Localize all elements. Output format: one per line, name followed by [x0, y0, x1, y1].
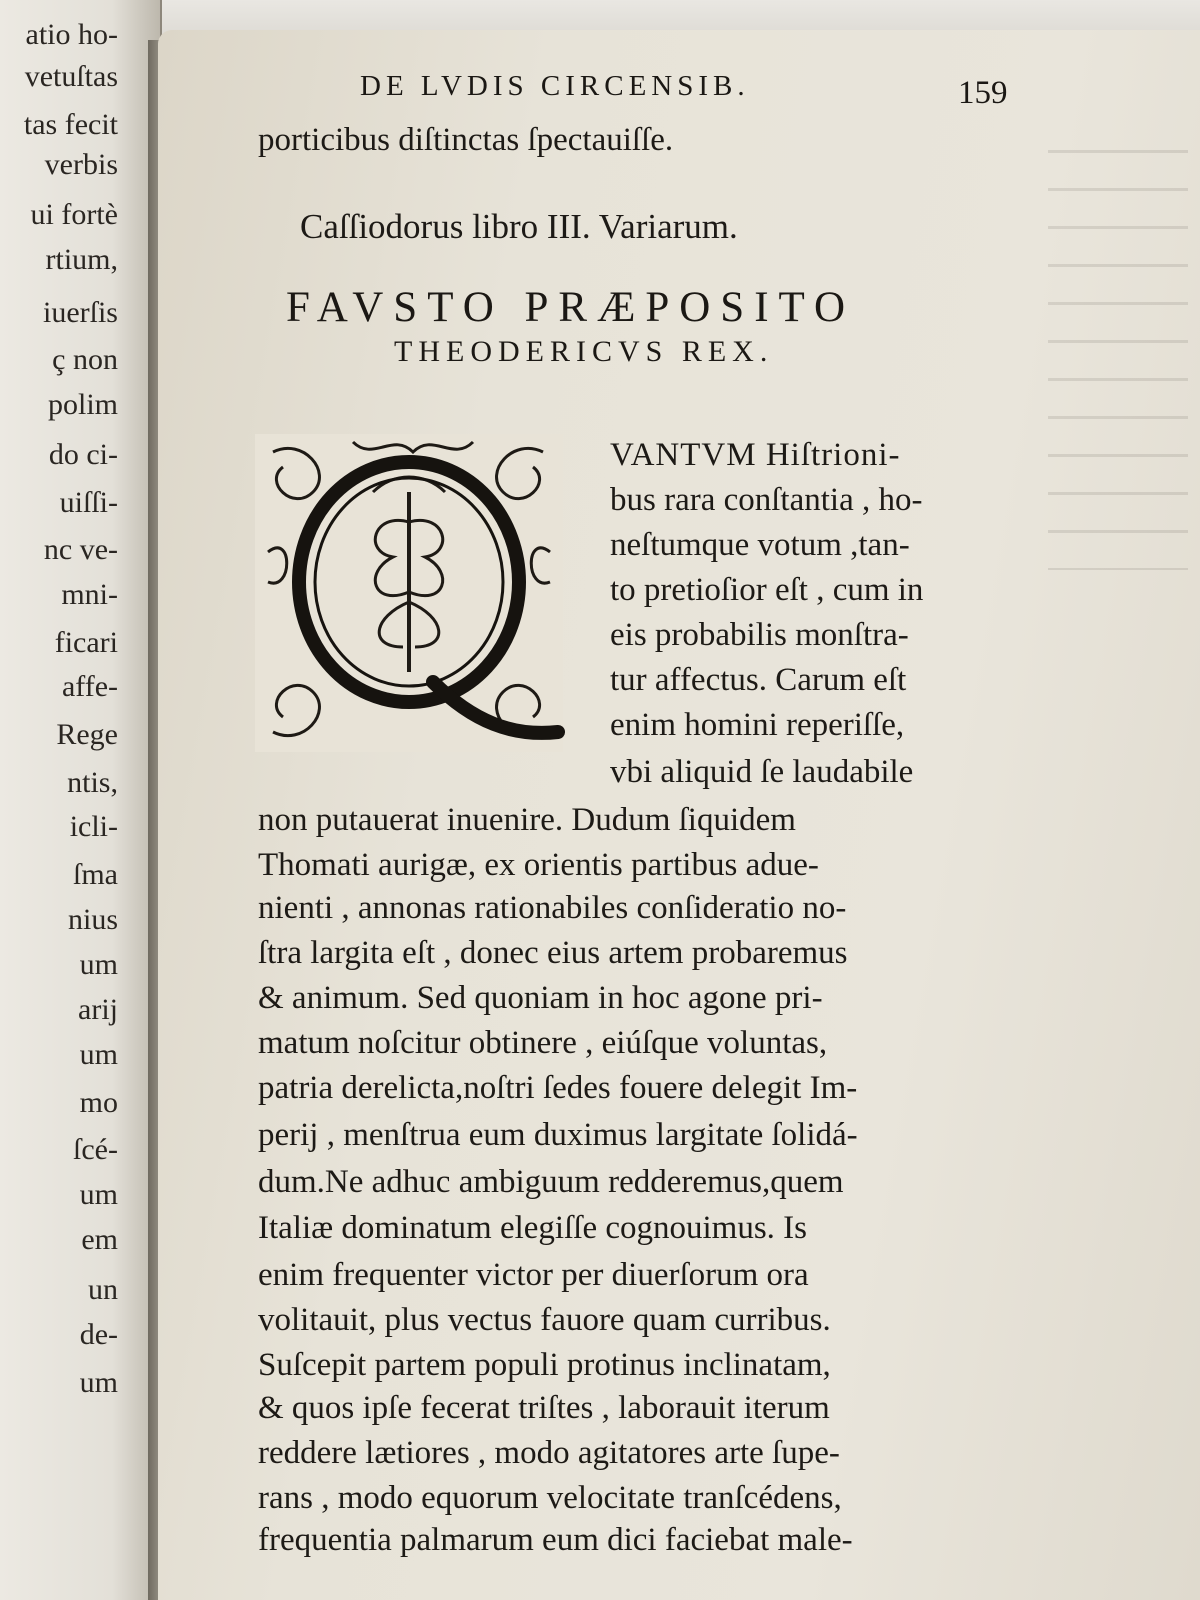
body-text-line: vbi aliquid ſe laudabile: [610, 754, 914, 790]
left-page-text-fragment: polim: [47, 388, 118, 421]
left-page-text-fragment: um: [79, 948, 118, 981]
left-page-text-fragment: tas fecit: [23, 108, 118, 141]
left-page-text-fragment: ç non: [52, 343, 118, 376]
left-page-text-fragment: ui fortè: [30, 198, 118, 231]
body-text-line: to pretioſior eſt , cum in: [610, 572, 924, 608]
body-text-line: Thomati aurigæ, ex orientis partibus adue-: [258, 847, 819, 883]
left-page-text-fragment: em: [81, 1223, 118, 1256]
left-page-text-fragment: nius: [67, 903, 118, 936]
left-page-text-fragment: um: [79, 1178, 118, 1211]
body-text-line: neſtumque votum ,tan-: [610, 527, 910, 563]
body-text-line: ſtra largita eſt , donec eius artem probaremus: [258, 935, 848, 971]
left-page-text-fragment: uiſſi-: [59, 486, 118, 519]
left-page-text-fragment: icli-: [69, 810, 118, 843]
left-page-text-fragment: verbis: [44, 148, 118, 181]
left-page-text-fragment: rtium,: [45, 243, 118, 276]
left-page-text-fragment: iuerſis: [43, 296, 118, 329]
left-page-text-fragment: arij: [78, 993, 118, 1026]
running-head: DE LVDIS CIRCENSIB.: [360, 70, 750, 102]
left-page-text-fragment: nc ve-: [43, 533, 118, 566]
body-text-line: tur affectus. Carum eſt: [610, 662, 907, 698]
left-page-text-fragment: um: [79, 1038, 118, 1071]
decorated-initial-q: [253, 432, 565, 754]
body-text-line: Italiæ dominatum elegiſſe cognouimus. Is: [258, 1210, 807, 1246]
left-page-text-fragment: vetuſtas: [24, 60, 118, 93]
left-page: [0, 0, 162, 1600]
body-text-line: dum.Ne adhuc ambiguum redderemus,quem: [258, 1164, 844, 1200]
body-text-line: VANTVM Hiſtrioni-: [610, 437, 901, 473]
left-page-text-fragment: de-: [79, 1318, 118, 1351]
body-text-line: eis probabilis monſtra-: [610, 617, 909, 653]
left-page-text-fragment: atio ho-: [25, 18, 118, 51]
page-number: 159: [958, 75, 1008, 111]
body-text-line: volitauit, plus vectus fauore quam curribus.: [258, 1302, 831, 1338]
body-text-line: & quos ipſe fecerat triſtes , laborauit iterum: [258, 1390, 830, 1426]
left-page-text-fragment: affe-: [61, 670, 118, 703]
body-text-line: reddere lætiores , modo agitatores arte ſupe-: [258, 1435, 840, 1471]
letter-sender: THEODERICVS REX.: [394, 335, 774, 368]
body-text-line: nienti , annonas rationabiles conſideratio no-: [258, 890, 847, 926]
left-page-text-fragment: do ci-: [48, 438, 118, 471]
left-page-text-fragment: ficari: [54, 626, 118, 659]
left-page-text-fragment: Rege: [56, 718, 118, 751]
letter-heading: FAVSTO PRÆPOSITO: [286, 284, 856, 331]
body-text-line: patria derelicta,noſtri ſedes fouere delegit Im-: [258, 1070, 858, 1106]
body-text-line: rans , modo equorum velocitate tranſcédens,: [258, 1480, 842, 1516]
left-page-text-fragment: mo: [79, 1086, 118, 1119]
left-page-text-fragment: um: [79, 1366, 118, 1399]
left-page-text-fragment: un: [88, 1273, 118, 1306]
left-page-text-fragment: ntis,: [67, 766, 118, 799]
body-text-line: bus rara conſtantia , ho-: [610, 482, 923, 518]
text-line: porticibus diſtinctas ſpectauiſſe.: [258, 122, 674, 158]
left-page-text-fragment: ſcé-: [73, 1133, 118, 1166]
body-text-line: enim homini reperiſſe,: [610, 707, 905, 743]
body-text-line: & animum. Sed quoniam in hoc agone pri-: [258, 980, 823, 1016]
source-citation: Caſſiodorus libro III. Variarum.: [300, 207, 738, 246]
show-through-text: [1048, 150, 1188, 570]
body-text-line: non putauerat inuenire. Dudum ſiquidem: [258, 802, 796, 838]
initial-letter: Q: [253, 432, 254, 433]
left-page-text-fragment: ſma: [73, 858, 118, 891]
left-page-text-fragment: mni-: [61, 578, 118, 611]
body-text-line: enim frequenter victor per diuerſorum ora: [258, 1257, 809, 1293]
body-text-line: matum noſcitur obtinere , eiúſque voluntas,: [258, 1025, 828, 1061]
body-text-line: Suſcepit partem populi protinus inclinatam,: [258, 1347, 831, 1383]
body-text-line: perij , menſtrua eum duximus largitate ſolidá-: [258, 1117, 858, 1153]
body-text-line: frequentia palmarum eum dici faciebat male-: [258, 1522, 853, 1558]
